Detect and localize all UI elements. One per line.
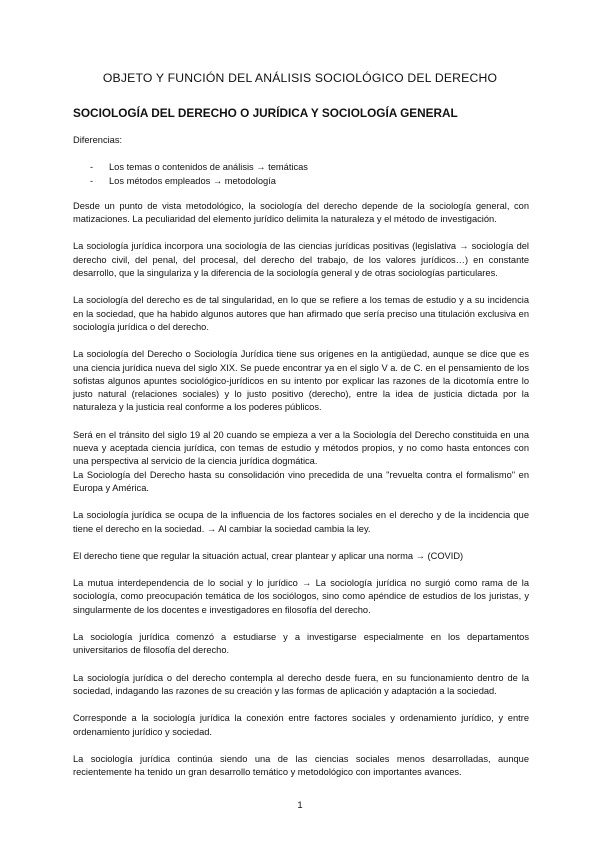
- paragraph: La sociología jurídica se ocupa de la influencia de los factores sociales en el derecho y de la incidencia que tiene el derecho en la sociedad. → Al cambiar la sociedad cambia la ley.: [73, 510, 529, 534]
- paragraph: La sociología del derecho es de tal singularidad, en lo que se refiere a los temas de estudio y a su incidencia en la sociedad, que ha habido algunos autores que han afirmado que sería preciso una titulación exclusiva en sociología jurídica o del derecho.: [73, 295, 529, 332]
- list-item: - Los temas o contenidos de análisis → temáticas: [73, 161, 529, 174]
- paragraph: La sociología jurídica continúa siendo una de las ciencias sociales menos desarrolladas, aunque recientemente ha tenido un gran desarrollo temático y metodológico con importantes avances.: [73, 753, 529, 778]
- paragraph: Desde un punto de vista metodológico, la sociología del derecho depende de la sociología general, con matizaciones. La peculiaridad del elemento jurídico delimita la naturaleza y el método de investigación.: [73, 200, 529, 225]
- paragraph: Será en el tránsito del siglo 19 al 20 cuando se empieza a ver a la Sociología del Derecho constituida en una nueva y aceptada ciencia jurídica, con temas de estudio y métodos propios, y no como hasta entonces con una perspectiva al servicio de la ciencia jurídica dogmática.: [73, 429, 529, 467]
- section-heading: SOCIOLOGÍA DEL DERECHO O JURÍDICA Y SOCIOLOGÍA GENERAL: [73, 106, 458, 120]
- document-title: OBJETO Y FUNCIÓN DEL ANÁLISIS SOCIOLÓGICO DEL DERECHO: [102, 71, 498, 85]
- list-item: - Los métodos empleados → metodología: [73, 175, 529, 188]
- paragraph: El derecho tiene que regular la situación actual, crear plantear y aplicar una norma → (COVID): [73, 550, 464, 561]
- paragraph: La sociología del Derecho o Sociología Jurídica tiene sus orígenes en la antigüedad, aunque se dice que es una ciencia jurídica nueva del siglo XIX. Se puede encontrar ya en el siglo V a. de C. en el pensamiento de los sofistas algunos apuntes sociológico-jurídicos en su intento por explicar las razones de la dicotomía entre lo justo natural (relaciones sociales) y lo justo positivo (derecho), entre la idea de justicia dictada por la naturaleza y la justicia real conforme a los poderes públicos.: [73, 349, 529, 413]
- paragraph: La sociología jurídica incorpora una sociología de las ciencias jurídicas positivas (legislativa → sociología del derecho civil, del penal, del procesal, del derecho del trabajo, de los valores jurídicos…) en constante desarrollo, que la singulariza y la diferencia de la sociología general y de otras sociologías particulares.: [73, 241, 529, 279]
- differences-label: Diferencias:: [73, 135, 123, 145]
- page-number: 1: [297, 800, 303, 811]
- paragraph: La mutua interdependencia de lo social y lo jurídico → La sociología jurídica no surgió como rama de la sociología, como preocupación temática de los sociólogos, sino como apéndice de estudios de los juristas, y singularmente de los docentes e investigadores en filosofía del derecho.: [73, 578, 529, 615]
- paragraph: La Sociología del Derecho hasta su consolidación vino precedida de una "revuelta contra el formalismo" en Europa y América.: [73, 469, 529, 493]
- differences-list: [73, 161, 529, 188]
- paragraph: La sociología jurídica comenzó a estudiarse y a investigarse especialmente en los departamentos universitarios de filosofía del derecho.: [73, 632, 529, 656]
- paragraph: Corresponde a la sociología jurídica la conexión entre factores sociales y ordenamiento jurídico, y entre ordenamiento jurídico y sociedad.: [73, 713, 529, 737]
- document-body: [73, 134, 529, 793]
- paragraph: La sociología jurídica o del derecho contempla al derecho desde fuera, en su funcionamiento dentro de la sociedad, indagando las razones de su creación y las formas de aplicación y adaptación a la sociedad.: [73, 672, 529, 696]
